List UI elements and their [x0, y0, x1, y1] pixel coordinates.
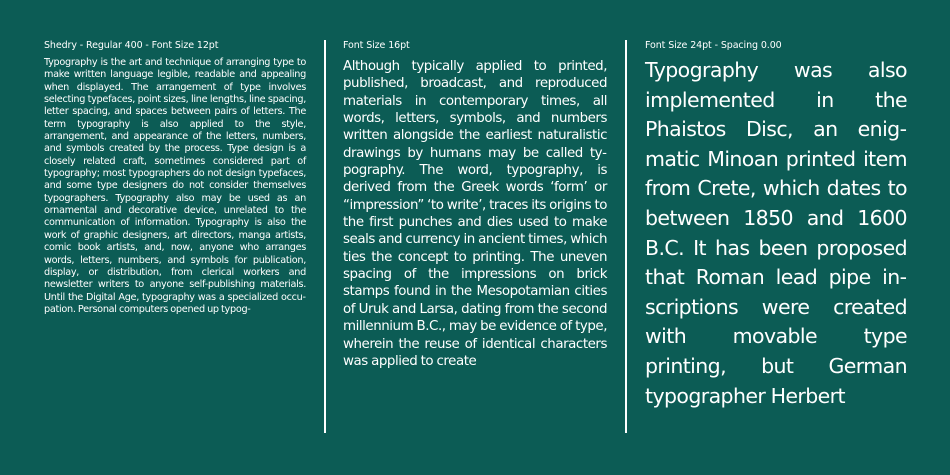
- panel-label: Shedry - Regular 400 - Font Size 12pt: [44, 40, 219, 51]
- sample-paragraph: Although typically applied to printed, published, broadcast, and reproduced materials in contemporary times, all words, letters, symbols, and numbers written alongside the earliest naturalistic drawings by humans may be called typography. The word, typography, is derived from the Greek words ‘form’ or “impression” ‘to write’, traces its origins to the first punches and dies used to make seals and currency in ancient times, which ties the concept to printing. The uneven spacing of the impressions on brick stamps found in the Mesopotamian cities of Uruk and Larsa, dating from the second millennium B.C., may be evidence of type, wherein the reuse of identical characters was applied to create: [343, 59, 607, 369]
- panel-label: Font Size 24pt - Spacing 0.00: [645, 40, 782, 51]
- panel-label: Font Size 16pt: [343, 40, 410, 51]
- specimen-panel-16pt: [343, 0, 607, 475]
- column-divider: [625, 40, 627, 433]
- sample-paragraph: Typography was also implemented in the Phaistos Disc, an enigmatic Minoan printed item from Crete, which dates to between 1850 and 1600 B.C. It has been proposed that Roman lead pipe inscriptions were created with movable type printing, but German typographer Herbert: [645, 58, 907, 408]
- column-divider: [324, 40, 326, 433]
- specimen-panel-24pt: [645, 0, 907, 475]
- sample-paragraph: Typography is the art and technique of arranging type to make written language legible, readable and appealing when displayed. The arrangement of type involves selecting typefaces, point sizes, line lengths, line spacing, letter spacing, and spaces between pairs of letters. The term typography is also applied to the style, arrangement, and appearance of the letters, numbers, and symbols created by the process. Type design is a closely related craft, sometimes considered part of typography; most typographers do not design typefaces, and some type designers do not consider themselves typographers. Typography also may be used as an ornamental and decorative device, unrelated to the communication of information. Typography is also the work of graphic designers, art directors, manga artists, comic book artists, and, now, anyone who arranges words, letters, numbers, and symbols for publication, display, or distribution, from clerical workers and newsletter writers to anyone self-publishing materials. Until the Digital Age, typography was a specialized occupation. Personal computers opened up typog-: [44, 57, 306, 315]
- specimen-panel-12pt: [44, 0, 306, 475]
